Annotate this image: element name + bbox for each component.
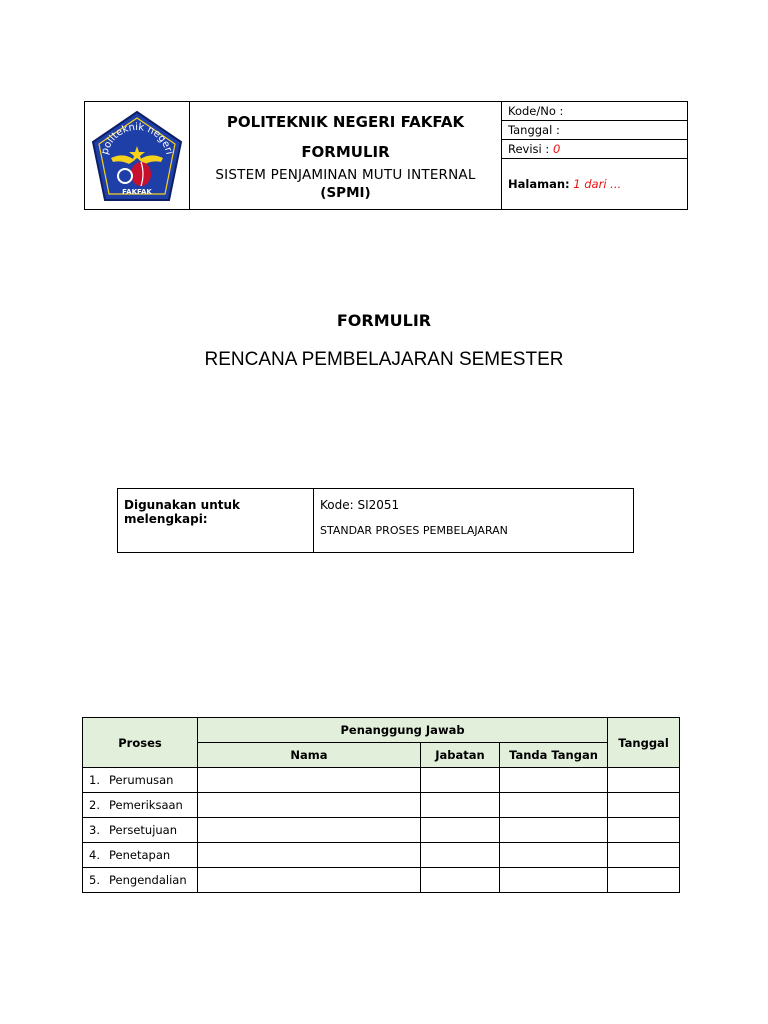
document-title: RENCANA PEMBELAJARAN SEMESTER	[204, 349, 564, 370]
table-row	[83, 843, 680, 868]
process-cell	[83, 818, 198, 843]
tanggal-cell[interactable]	[608, 768, 680, 793]
tanda-tangan-cell[interactable]	[500, 868, 608, 893]
halaman-label: Halaman:	[508, 177, 570, 191]
column-header-penanggung-jawab: Penanggung Jawab	[198, 718, 608, 743]
kode-field	[502, 102, 688, 121]
form-title: FORMULIR	[336, 311, 432, 330]
tanda-tangan-cell[interactable]	[500, 768, 608, 793]
system-abbreviation: (SPMI)	[320, 184, 371, 201]
process-number: 2.	[89, 798, 100, 812]
column-header-jabatan: Jabatan	[421, 743, 500, 768]
revisi-value: 0	[552, 142, 561, 156]
table-row	[83, 868, 680, 893]
usage-box	[117, 488, 634, 553]
column-header-proses: Proses	[83, 718, 198, 768]
process-label: Persetujuan	[109, 823, 178, 837]
process-number: 3.	[89, 823, 100, 837]
revisi-label: Revisi :	[508, 142, 550, 156]
halaman-value: 1 dari ...	[573, 177, 622, 191]
process-label: Pengendalian	[109, 873, 187, 887]
nama-cell[interactable]	[198, 818, 421, 843]
process-label: Perumusan	[109, 773, 174, 787]
nama-cell[interactable]	[198, 868, 421, 893]
tanggal-cell[interactable]	[608, 793, 680, 818]
tanda-tangan-cell[interactable]	[500, 793, 608, 818]
tanggal-field	[502, 121, 688, 140]
process-cell	[83, 768, 198, 793]
table-row	[83, 818, 680, 843]
process-label: Pemeriksaan	[109, 798, 183, 812]
document-header	[84, 101, 688, 210]
column-header-tanda-tangan: Tanda Tangan	[500, 743, 608, 768]
process-number: 4.	[89, 848, 100, 862]
kode-label: Kode/No :	[508, 104, 564, 118]
nama-cell[interactable]	[198, 843, 421, 868]
header-title-cell	[190, 102, 502, 210]
column-header-nama: Nama	[198, 743, 421, 768]
tanggal-label: Tanggal :	[508, 123, 560, 137]
process-cell	[83, 868, 198, 893]
usage-standard: STANDAR PROSES PEMBELAJARAN	[320, 524, 508, 537]
usage-detail	[314, 489, 634, 553]
system-name: SISTEM PENJAMINAN MUTU INTERNAL	[215, 166, 476, 183]
jabatan-cell[interactable]	[421, 868, 500, 893]
process-number: 5.	[89, 873, 100, 887]
table-row	[83, 793, 680, 818]
header-form-label: FORMULIR	[301, 142, 390, 161]
usage-label: Digunakan untuk melengkapi:	[118, 489, 314, 553]
jabatan-cell[interactable]	[421, 818, 500, 843]
revisi-field	[502, 140, 688, 159]
halaman-field	[502, 159, 688, 210]
logo-base-text: FAKFAK	[122, 187, 152, 196]
tanggal-cell[interactable]	[608, 818, 680, 843]
jabatan-cell[interactable]	[421, 793, 500, 818]
process-label: Penetapan	[109, 848, 171, 862]
nama-cell[interactable]	[198, 768, 421, 793]
column-header-tanggal: Tanggal	[608, 718, 680, 768]
institution-name: POLITEKNIK NEGERI FAKFAK	[226, 112, 465, 131]
usage-code: Kode: SI2051	[320, 498, 400, 512]
tanda-tangan-cell[interactable]	[500, 843, 608, 868]
tanda-tangan-cell[interactable]	[500, 818, 608, 843]
institution-logo	[89, 108, 185, 204]
table-row	[83, 768, 680, 793]
logo-cell	[85, 102, 190, 210]
process-number: 1.	[89, 773, 100, 787]
tanggal-cell[interactable]	[608, 843, 680, 868]
jabatan-cell[interactable]	[421, 768, 500, 793]
process-cell	[83, 843, 198, 868]
jabatan-cell[interactable]	[421, 843, 500, 868]
process-cell	[83, 793, 198, 818]
logo-arc-text: politeknik negeri	[99, 121, 175, 156]
approval-table	[82, 717, 680, 893]
tanggal-cell[interactable]	[608, 868, 680, 893]
nama-cell[interactable]	[198, 793, 421, 818]
